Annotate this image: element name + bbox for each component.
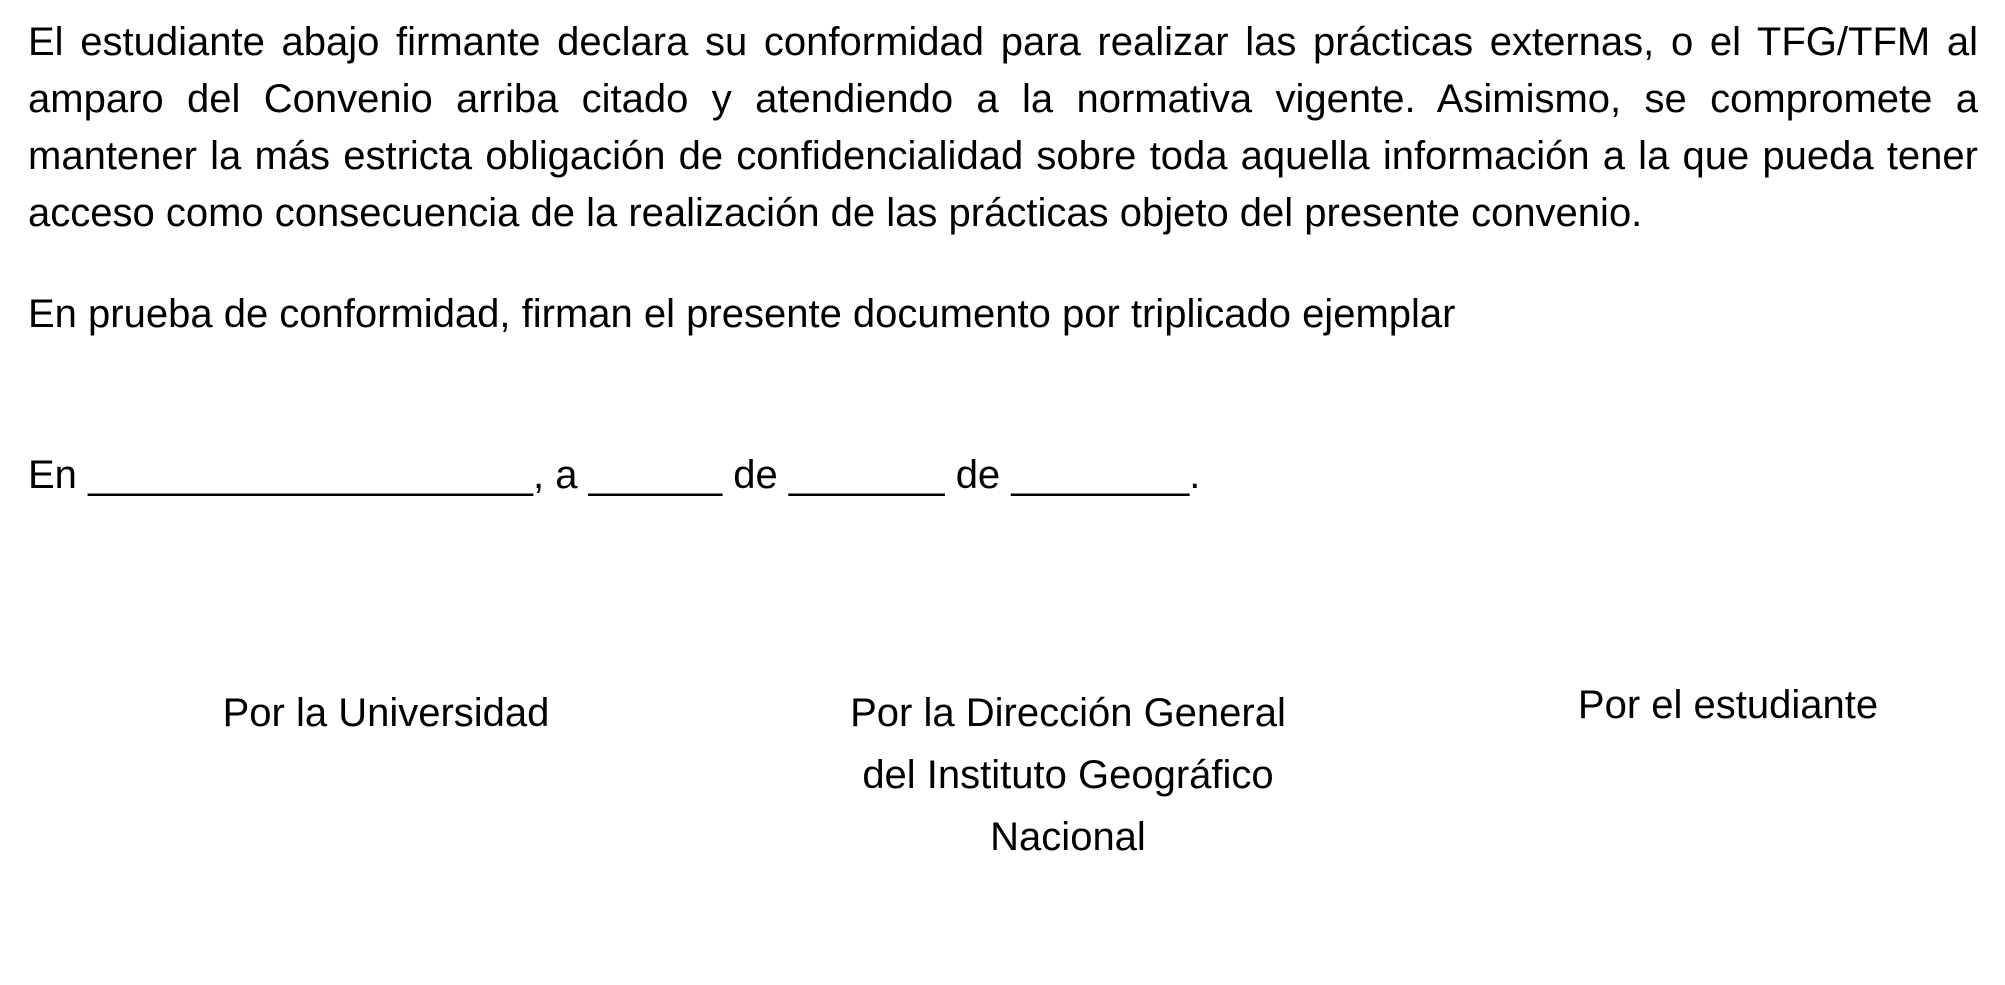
signature-student-label: Por el estudiante <box>1577 683 1879 727</box>
year-blank: ________ <box>1011 453 1190 497</box>
date-line-comma-a: , a <box>532 453 578 497</box>
confidentiality-paragraph: El estudiante abajo firmante declara su conformidad para realizar las prácticas externas, o el TFG/TFM al amparo del Convenio arriba citado y atendiendo a la normativa vigente. Asimismo, se compromete a mantener la más estricta obligación de confidencialidad sobre toda aquella información a la que pueda tener acceso como consecuencia de la realización de las prácticas objeto del presente convenio. <box>28 20 1978 235</box>
day-blank: ______ <box>588 453 723 497</box>
place-blank: ____________________ <box>88 453 533 497</box>
date-line-prefix: En <box>28 453 77 497</box>
signature-ign-label <box>850 682 1286 868</box>
de-word-1: de <box>733 453 778 497</box>
date-line-period: . <box>1189 453 1201 497</box>
signing-statement-paragraph: En prueba de conformidad, firman el presente documento por triplicado ejemplar <box>28 292 1456 336</box>
signature-ign-line-3: Nacional <box>990 815 1146 859</box>
month-blank: _______ <box>788 453 945 497</box>
signature-block <box>28 682 1978 912</box>
signature-university-label: Por la Universidad <box>222 691 550 735</box>
signature-ign-line-1: Por la Dirección General <box>850 691 1286 735</box>
de-word-2: de <box>955 453 1001 497</box>
signature-ign-line-2: del Instituto Geográfico <box>862 753 1274 797</box>
date-place-line <box>28 447 1978 504</box>
